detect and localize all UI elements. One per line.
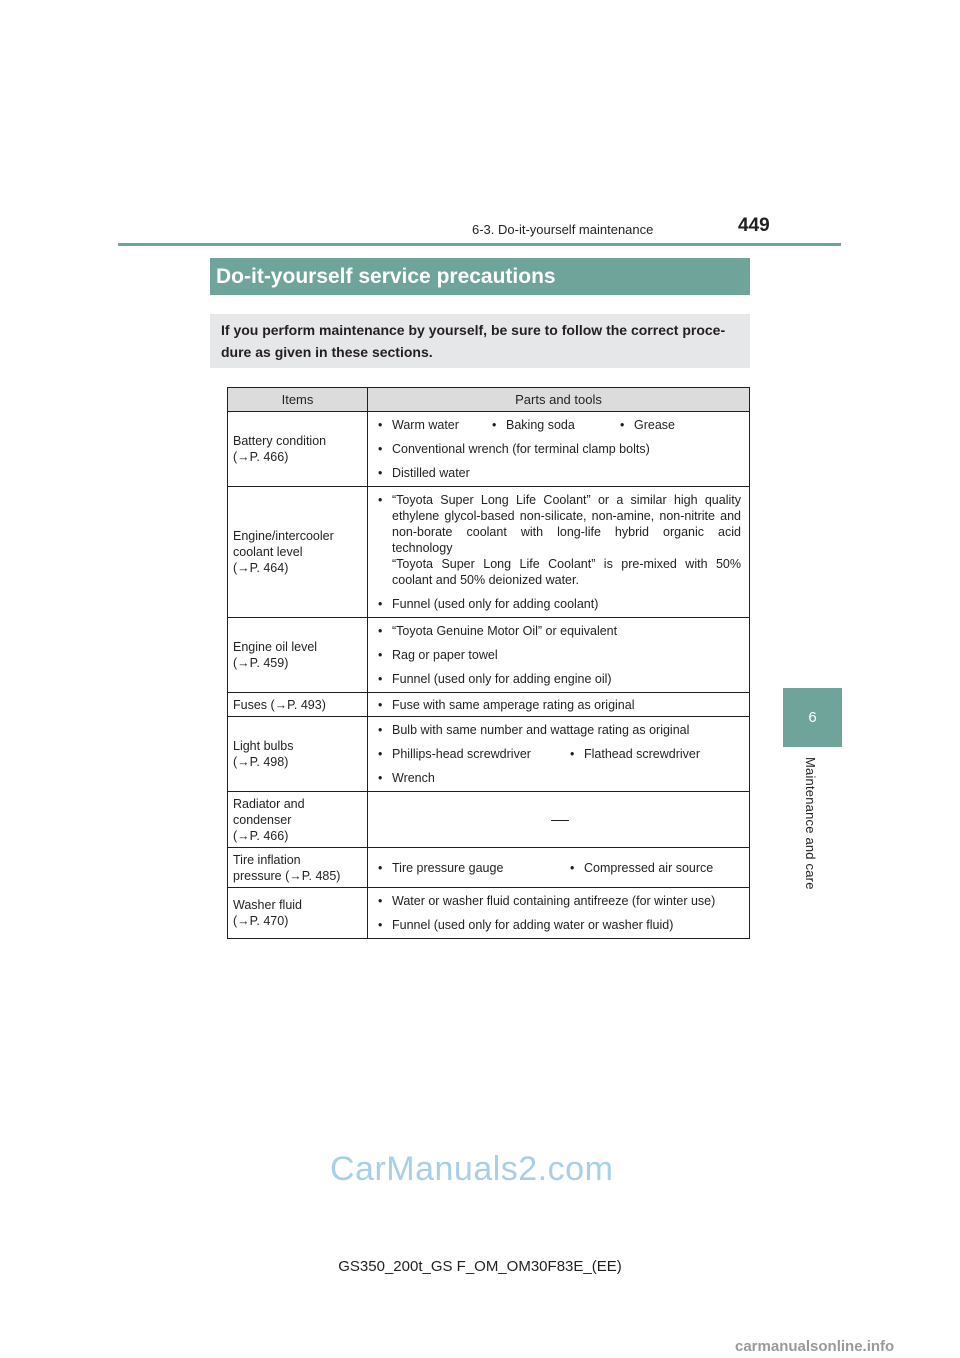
table-row xyxy=(228,412,750,487)
item-label: Engine oil level xyxy=(233,640,318,654)
parts-text: “Toyota Super Long Life Coolant” is pre-mixed with 50% coolant and 50% deionized water. xyxy=(392,557,741,587)
parts-text: Wrench xyxy=(392,771,435,785)
bullet-icon: • xyxy=(378,418,383,432)
parts-text: Fuse with same amperage rating as original xyxy=(392,697,635,712)
parts-text: Funnel (used only for adding engine oil) xyxy=(392,672,612,686)
parts-entry xyxy=(378,917,741,933)
table-row xyxy=(228,848,750,888)
carmanuals-watermark[interactable]: CarManuals2.com xyxy=(330,1150,614,1188)
item-label: Light bulbs xyxy=(233,739,294,753)
bullet-icon: • xyxy=(378,697,383,712)
item-cell xyxy=(228,717,368,792)
parts-text: Distilled water xyxy=(392,466,470,480)
header-items: Items xyxy=(228,388,368,412)
bullet-icon: • xyxy=(378,442,383,456)
bullet-icon: • xyxy=(620,418,625,432)
parts-entry xyxy=(378,417,492,433)
bullet-icon: • xyxy=(570,860,575,875)
bullet-icon: • xyxy=(378,894,383,908)
bullet-icon: • xyxy=(378,493,383,507)
bullet-icon: • xyxy=(378,771,383,785)
header-parts-and-tools: Parts and tools xyxy=(368,388,750,412)
item-page-ref: (→P. 470) xyxy=(233,914,289,928)
parts-entry xyxy=(378,697,741,713)
parts-entry xyxy=(378,893,741,909)
bullet-icon: • xyxy=(378,672,383,686)
item-cell xyxy=(228,693,368,717)
table-row xyxy=(228,693,750,717)
chapter-number: 6 xyxy=(808,709,817,726)
parts-entry xyxy=(378,722,741,738)
item-cell xyxy=(228,487,368,618)
item-cell xyxy=(228,888,368,939)
bullet-icon: • xyxy=(492,418,497,432)
parts-text: Funnel (used only for adding water or washer fluid) xyxy=(392,918,674,932)
intro-text: If you perform maintenance by yourself, be sure to follow the correct proce- dure as given in these sections. xyxy=(221,322,726,360)
bullet-icon: • xyxy=(378,747,383,761)
parts-text: Rag or paper towel xyxy=(392,648,498,662)
dash-mark xyxy=(551,820,569,821)
bullet-icon: • xyxy=(378,860,383,875)
parts-text: Grease xyxy=(634,418,675,432)
section-title xyxy=(210,258,750,295)
parts-cell xyxy=(368,618,750,693)
parts-cell xyxy=(368,693,750,717)
parts-text: Baking soda xyxy=(506,418,575,432)
parts-text: Funnel (used only for adding coolant) xyxy=(392,597,599,611)
parts-row xyxy=(378,417,741,433)
parts-text: Conventional wrench (for terminal clamp bolts) xyxy=(392,442,650,456)
parts-text: Water or washer fluid containing antifreeze (for winter use) xyxy=(392,894,716,908)
parts-text: Compressed air source xyxy=(584,860,714,875)
parts-text: Bulb with same number and wattage rating as original xyxy=(392,723,690,737)
item-cell xyxy=(228,792,368,848)
item-label: Tire inflation xyxy=(233,852,301,867)
item-label: Engine/intercooler xyxy=(233,529,334,543)
chapter-tab[interactable] xyxy=(783,688,842,747)
bullet-icon: • xyxy=(378,624,383,638)
parts-entry xyxy=(492,417,620,433)
parts-text: “Toyota Genuine Motor Oil” or equivalent xyxy=(392,624,618,638)
table-row xyxy=(228,717,750,792)
item-page-ref: (→P. 498) xyxy=(233,755,289,769)
bullet-icon: • xyxy=(570,747,575,761)
item-label: coolant level xyxy=(233,545,303,559)
parts-row xyxy=(378,860,741,876)
item-label: Radiator and xyxy=(233,796,305,811)
intro-box xyxy=(210,314,750,368)
item-page-ref: (→P. 466) xyxy=(233,828,289,843)
parts-cell xyxy=(368,412,750,487)
table-header-row xyxy=(228,388,750,412)
document-code: GS350_200t_GS F_OM_OM30F83E_(EE) xyxy=(338,1258,622,1275)
item-page-ref: (→P. 464) xyxy=(233,561,289,575)
item-cell xyxy=(228,848,368,888)
bullet-icon: • xyxy=(378,723,383,737)
parts-entry xyxy=(378,860,570,876)
online-watermark: carmanualsonline.info xyxy=(735,1338,895,1355)
parts-cell xyxy=(368,888,750,939)
parts-entry xyxy=(378,647,741,663)
parts-entry xyxy=(378,465,741,481)
parts-text: Flathead screwdriver xyxy=(584,747,701,761)
table-row xyxy=(228,618,750,693)
bullet-icon: • xyxy=(378,466,383,480)
item-page-ref: (→P. 466) xyxy=(233,450,289,464)
item-label: Washer fluid xyxy=(233,898,303,912)
item-cell xyxy=(228,412,368,487)
bullet-icon: • xyxy=(378,597,383,611)
parts-and-tools-table xyxy=(227,387,750,939)
parts-cell-empty xyxy=(368,792,750,848)
item-label: condenser xyxy=(233,812,292,827)
parts-text: Warm water xyxy=(392,418,459,432)
parts-cell xyxy=(368,717,750,792)
parts-row xyxy=(378,746,741,762)
chapter-title-vertical: Maintenance and care xyxy=(803,757,818,890)
parts-cell xyxy=(368,848,750,888)
parts-cell xyxy=(368,487,750,618)
table-row xyxy=(228,888,750,939)
table-row xyxy=(228,487,750,618)
item-page-ref: pressure (→P. 485) xyxy=(233,868,341,883)
parts-text: “Toyota Super Long Life Coolant” or a similar high quality ethylene glycol-based non-silicate, non-amine, non-nitrite and non-borate coolant with long-life hybrid organic acid technology xyxy=(392,493,741,555)
parts-text: Phillips-head screwdriver xyxy=(392,747,531,761)
parts-entry xyxy=(378,492,741,588)
running-header-section: 6-3. Do-it-yourself maintenance xyxy=(472,222,654,237)
bullet-icon: • xyxy=(378,648,383,662)
item-cell xyxy=(228,618,368,693)
item-label: Battery condition xyxy=(233,434,327,448)
parts-entry xyxy=(378,623,741,639)
parts-entry xyxy=(378,441,741,457)
table-row xyxy=(228,792,750,848)
parts-entry xyxy=(570,746,700,762)
header-rule xyxy=(118,243,841,246)
parts-entry xyxy=(378,746,570,762)
parts-text: Tire pressure gauge xyxy=(392,860,504,875)
item-page-ref: (→P. 459) xyxy=(233,656,289,670)
parts-entry xyxy=(378,770,741,786)
page-number: 449 xyxy=(738,215,770,236)
parts-entry xyxy=(620,417,675,433)
bullet-icon: • xyxy=(378,918,383,932)
parts-entry xyxy=(378,596,741,612)
parts-entry xyxy=(378,671,741,687)
section-title-text: Do-it-yourself service precautions xyxy=(216,264,556,288)
item-label: Fuses (→P. 493) xyxy=(233,697,326,712)
parts-entry xyxy=(570,860,713,876)
